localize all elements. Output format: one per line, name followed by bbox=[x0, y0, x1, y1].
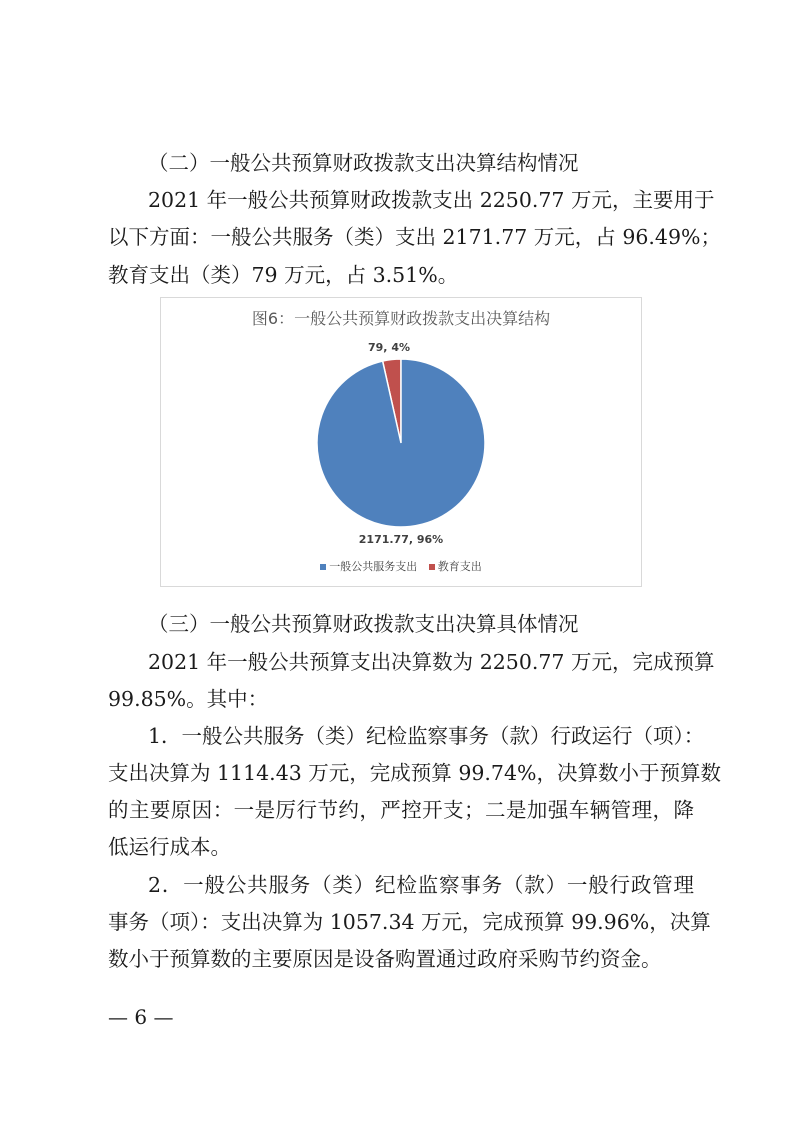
section3-paragraph-line2: 99.85%。其中： bbox=[108, 687, 269, 711]
item1-line2: 支出决算为 1114.43 万元，完成预算 99.74%，决算数小于预算数 bbox=[108, 761, 721, 785]
legend-swatch-general-service bbox=[320, 564, 326, 570]
section2-heading: （二）一般公共预算财政拨款支出决算结构情况 bbox=[148, 151, 579, 175]
section3-heading: （三）一般公共预算财政拨款支出决算具体情况 bbox=[148, 612, 579, 636]
data-label-education: 79, 4% bbox=[368, 341, 410, 354]
legend-item-general-service bbox=[320, 558, 417, 574]
legend-swatch-education bbox=[429, 564, 435, 570]
chart-legend bbox=[161, 558, 641, 574]
data-label-general-service: 2171.77, 96% bbox=[358, 533, 444, 546]
legend-item-education bbox=[429, 558, 482, 574]
item2-line1: 2．一般公共服务（类）纪检监察事务（款）一般行政管理 bbox=[148, 873, 694, 897]
section2-paragraph-line3: 教育支出（类）79 万元，占 3.51%。 bbox=[108, 263, 459, 287]
page-number: — 6 — bbox=[108, 1005, 174, 1029]
legend-label-education: 教育支出 bbox=[437, 560, 482, 573]
section2-paragraph-line2: 以下方面：一般公共服务（类）支出 2171.77 万元，占 96.49%； bbox=[108, 225, 721, 249]
item1-line1: 1．一般公共服务（类）纪检监察事务（款）行政运行（项）： bbox=[148, 724, 705, 748]
pie-slice-general-service bbox=[317, 359, 485, 527]
pie-chart-canvas bbox=[161, 298, 641, 586]
item1-line3: 的主要原因：一是厉行节约，严控开支；二是加强车辆管理，降 bbox=[108, 798, 694, 822]
item2-line2: 事务（项）：支出决算为 1057.34 万元，完成预算 99.96%，决算 bbox=[108, 910, 711, 934]
legend-label-general-service: 一般公共服务支出 bbox=[329, 560, 418, 573]
section2-paragraph-line1: 2021 年一般公共预算财政拨款支出 2250.77 万元，主要用于 bbox=[148, 188, 715, 212]
item1-line4: 低运行成本。 bbox=[108, 835, 231, 859]
pie-chart bbox=[160, 297, 642, 587]
section3-paragraph-line1: 2021 年一般公共预算支出决算数为 2250.77 万元，完成预算 bbox=[148, 650, 715, 674]
chart-title: 图6：一般公共预算财政拨款支出决算结构 bbox=[251, 309, 551, 328]
item2-line3: 数小于预算数的主要原因是设备购置通过政府采购节约资金。 bbox=[108, 947, 662, 971]
